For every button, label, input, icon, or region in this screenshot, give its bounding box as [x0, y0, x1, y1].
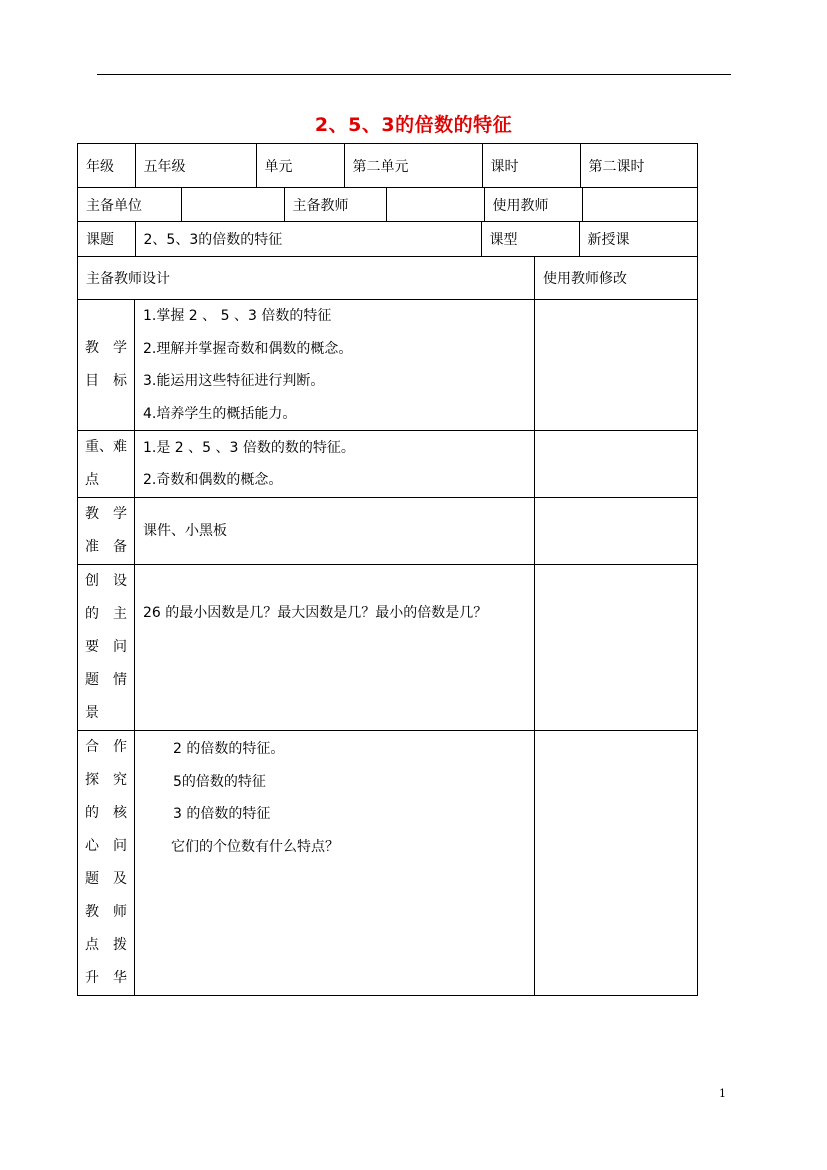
explore-item: 2 的倍数的特征。: [173, 741, 285, 757]
period-value: 第二课时: [580, 144, 698, 187]
user-teacher-label: 使用教师: [484, 188, 582, 221]
page-number: 1: [719, 1087, 726, 1100]
scenario-edit-cell: [535, 565, 698, 731]
scenario-content: [135, 565, 535, 731]
topic-value: 2、5、3的倍数的特征: [135, 222, 481, 256]
topic-label: 课题: [86, 232, 114, 248]
lesson-plan-table: [77, 143, 698, 996]
lead-teacher-value: [386, 188, 484, 221]
grade-label: 年级: [86, 158, 114, 175]
prep-edit-cell: [535, 498, 698, 565]
lead-unit-label: 主备单位: [86, 197, 142, 214]
main-design-heading: 主备教师设计: [78, 257, 535, 300]
explore-item: 3 的倍数的特征: [173, 806, 271, 822]
prep-content: [135, 498, 535, 565]
explore-item: 5的倍数的特征: [173, 773, 266, 790]
keypoints-label: 重、难 点: [78, 431, 135, 498]
goals-edit-cell: [535, 300, 698, 431]
header-rule: [97, 74, 731, 75]
goal-item: 2.理解并掌握奇数和偶数的概念。: [143, 340, 353, 357]
goal-item: 3.能运用这些特征进行判断。: [143, 373, 325, 389]
user-teacher-value: [582, 188, 698, 221]
grade-value: 五年级: [135, 144, 256, 187]
lesson-type-value: 新授课: [579, 222, 698, 256]
goals-content: [135, 300, 535, 431]
unit-label: 单元: [256, 144, 344, 187]
goal-item: 4.培养学生的概括能力。: [143, 405, 297, 422]
unit-value: 第二单元: [344, 144, 482, 187]
lesson-type-label: 课型: [481, 222, 579, 256]
keypoints-content: [135, 431, 535, 498]
goals-label: 教学 目标: [78, 300, 135, 431]
scenario-item: 26 的最小因数是几？最大因数是几？最小的倍数是几？: [143, 605, 488, 621]
keypoint-item: 1.是 2 、5 、3 倍数的数的特征。: [143, 439, 355, 456]
explore-edit-cell: [535, 731, 698, 996]
explore-label: 合 作 探 究 的 核 心 问 题 及 教 师 点 拨 升华: [78, 731, 135, 996]
lead-unit-value: [181, 188, 284, 221]
explore-content: [135, 731, 535, 996]
lead-teacher-label: 主备教师: [284, 188, 386, 221]
edit-heading: 使用教师修改: [535, 257, 698, 300]
period-label: 课时: [482, 144, 580, 187]
scenario-label: 创 设 的 主 要 问 题 情 景: [78, 565, 135, 731]
keypoint-item: 2.奇数和偶数的概念。: [143, 472, 283, 488]
goal-item: 1.掌握 2 、 5 、3 倍数的特征: [143, 308, 332, 324]
prep-item: 课件、小黑板: [143, 522, 227, 539]
prep-label: 教 学 准备: [78, 498, 135, 565]
document-title: 2、5、3的倍数的特征: [314, 114, 513, 136]
keypoints-edit-cell: [535, 431, 698, 498]
explore-item: 它们的个位数有什么特点？: [171, 838, 339, 855]
